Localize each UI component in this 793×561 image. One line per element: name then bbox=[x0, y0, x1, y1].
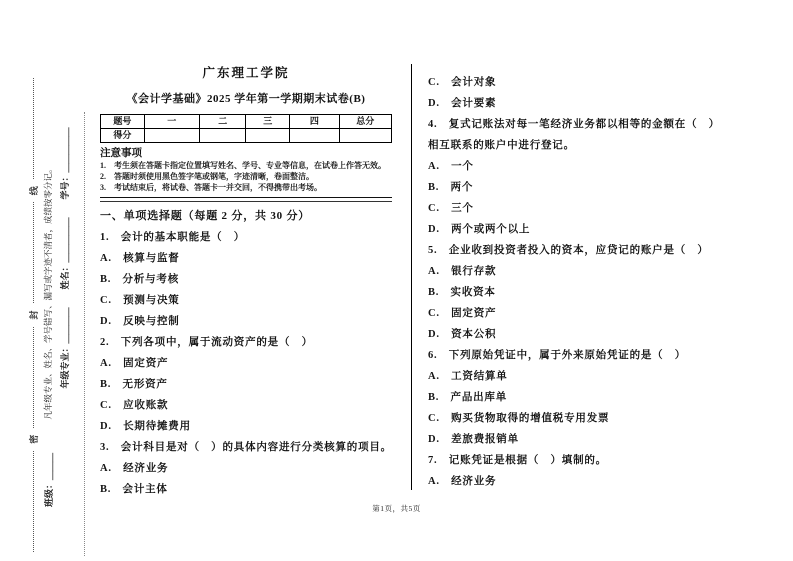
left-question-list bbox=[100, 227, 392, 500]
score-table-header-row bbox=[101, 115, 392, 129]
score-table-header-cell: 三 bbox=[246, 115, 290, 129]
seal-char-mi: 密 bbox=[28, 434, 39, 444]
notice-list bbox=[100, 160, 392, 193]
seal-char-feng: 封 bbox=[28, 310, 39, 320]
score-table-score-row bbox=[101, 129, 392, 143]
student-info-fields: 年级专业：＿＿＿＿ 姓名：＿＿＿＿＿ 学号：＿＿＿＿＿ bbox=[59, 127, 70, 389]
notice-title: 注意事项 bbox=[100, 148, 142, 159]
question-line: A. 核算与监督 bbox=[100, 252, 180, 264]
score-table-header-cell: 总分 bbox=[339, 115, 391, 129]
question-line: C. 应收账款 bbox=[100, 399, 169, 411]
notice-item: 2. 答题时须使用黑色签字笔或钢笔，字迹清晰，卷面整洁。 bbox=[100, 172, 314, 181]
question-line: A. 固定资产 bbox=[100, 357, 169, 369]
school-name: 广东理工学院 bbox=[202, 66, 290, 80]
inner-dotted-line bbox=[84, 112, 85, 556]
notice-item: 1. 考生须在答题卡指定位置填写姓名、学号、专业等信息，在试卷上作答无效。 bbox=[100, 161, 386, 170]
question-line: D. 两个或两个以上 bbox=[428, 224, 531, 235]
question-line: A. 经济业务 bbox=[100, 462, 169, 474]
seal-dotted-line bbox=[26, 75, 40, 555]
question-line: D. 资本公积 bbox=[428, 329, 497, 340]
right-question-list bbox=[428, 72, 716, 492]
score-cell-empty bbox=[199, 129, 246, 143]
right-column bbox=[428, 72, 716, 492]
left-column bbox=[100, 66, 392, 500]
question-line: B. 两个 bbox=[428, 182, 474, 193]
seal-char-xian: 线 bbox=[28, 186, 39, 196]
paper-title: 《会计学基础》2025 学年第一学期期末试卷(B) bbox=[126, 93, 366, 105]
question-line: D. 长期待摊费用 bbox=[100, 420, 191, 432]
score-table-header-cell: 二 bbox=[199, 115, 246, 129]
question-line: B. 分析与考核 bbox=[100, 273, 180, 285]
question-line: C. 预测与决策 bbox=[100, 294, 180, 306]
question-line: D. 差旅费报销单 bbox=[428, 434, 519, 445]
seal-line-segment bbox=[33, 202, 34, 303]
question-line: C. 固定资产 bbox=[428, 308, 497, 319]
question-line: 5. 企业收到投资者投入的资本，应贷记的账户是（ ） bbox=[428, 245, 709, 256]
question-line: A. 工资结算单 bbox=[428, 371, 508, 382]
section-title: 一、单项选择题（每题 2 分，共 30 分） bbox=[100, 209, 311, 222]
margin-warning-text: 凡年级专业、姓名、学号错写、漏写或字迹不清者，成绩按零分记。 bbox=[43, 164, 53, 420]
class-field: 班级：＿＿＿ bbox=[43, 453, 54, 508]
question-line: 4. 复式记账法对每一笔经济业务都以相等的金额在（ ）相互联系的账户中进行登记。 bbox=[428, 119, 715, 151]
score-table bbox=[100, 114, 392, 143]
question-line: B. 实收资本 bbox=[428, 287, 496, 298]
score-table-header-cell: 四 bbox=[290, 115, 339, 129]
double-rule-divider bbox=[100, 197, 392, 202]
question-line: C. 三个 bbox=[428, 203, 474, 214]
seal-line-segment bbox=[33, 78, 34, 179]
question-line: D. 反映与控制 bbox=[100, 315, 180, 327]
question-line: C. 会计对象 bbox=[428, 77, 497, 88]
question-line: D. 会计要素 bbox=[428, 98, 497, 109]
column-divider-line bbox=[411, 64, 412, 490]
score-row-label: 得分 bbox=[101, 129, 145, 143]
page-footer: 第1页，共5页 bbox=[372, 504, 421, 513]
score-table-header-cell: 题号 bbox=[101, 115, 145, 129]
question-line: A. 银行存款 bbox=[428, 266, 497, 277]
question-line: 3. 会计科目是对（ ）的具体内容进行分类核算的项目。 bbox=[100, 441, 392, 453]
question-line: C. 购买货物取得的增值税专用发票 bbox=[428, 413, 610, 424]
question-line: 6. 下列原始凭证中，属于外来原始凭证的是（ ） bbox=[428, 350, 687, 361]
score-cell-empty bbox=[339, 129, 391, 143]
question-line: 1. 会计的基本职能是（ ） bbox=[100, 231, 246, 243]
score-cell-empty bbox=[144, 129, 199, 143]
score-cell-empty bbox=[246, 129, 290, 143]
question-line: B. 产品出库单 bbox=[428, 392, 508, 403]
seal-line-segment bbox=[33, 451, 34, 552]
notice-item: 3. 考试结束后，将试卷、答题卡一并交回，不得携带出考场。 bbox=[100, 183, 322, 192]
seal-line-segment bbox=[33, 327, 34, 428]
question-line: B. 会计主体 bbox=[100, 483, 168, 495]
question-line: A. 经济业务 bbox=[428, 476, 497, 487]
score-table-header-cell: 一 bbox=[144, 115, 199, 129]
question-line: 7. 记账凭证是根据（ ）填制的。 bbox=[428, 455, 607, 466]
question-line: B. 无形资产 bbox=[100, 378, 168, 390]
score-cell-empty bbox=[290, 129, 339, 143]
question-line: 2. 下列各项中，属于流动资产的是（ ） bbox=[100, 336, 313, 348]
question-line: A. 一个 bbox=[428, 161, 474, 172]
